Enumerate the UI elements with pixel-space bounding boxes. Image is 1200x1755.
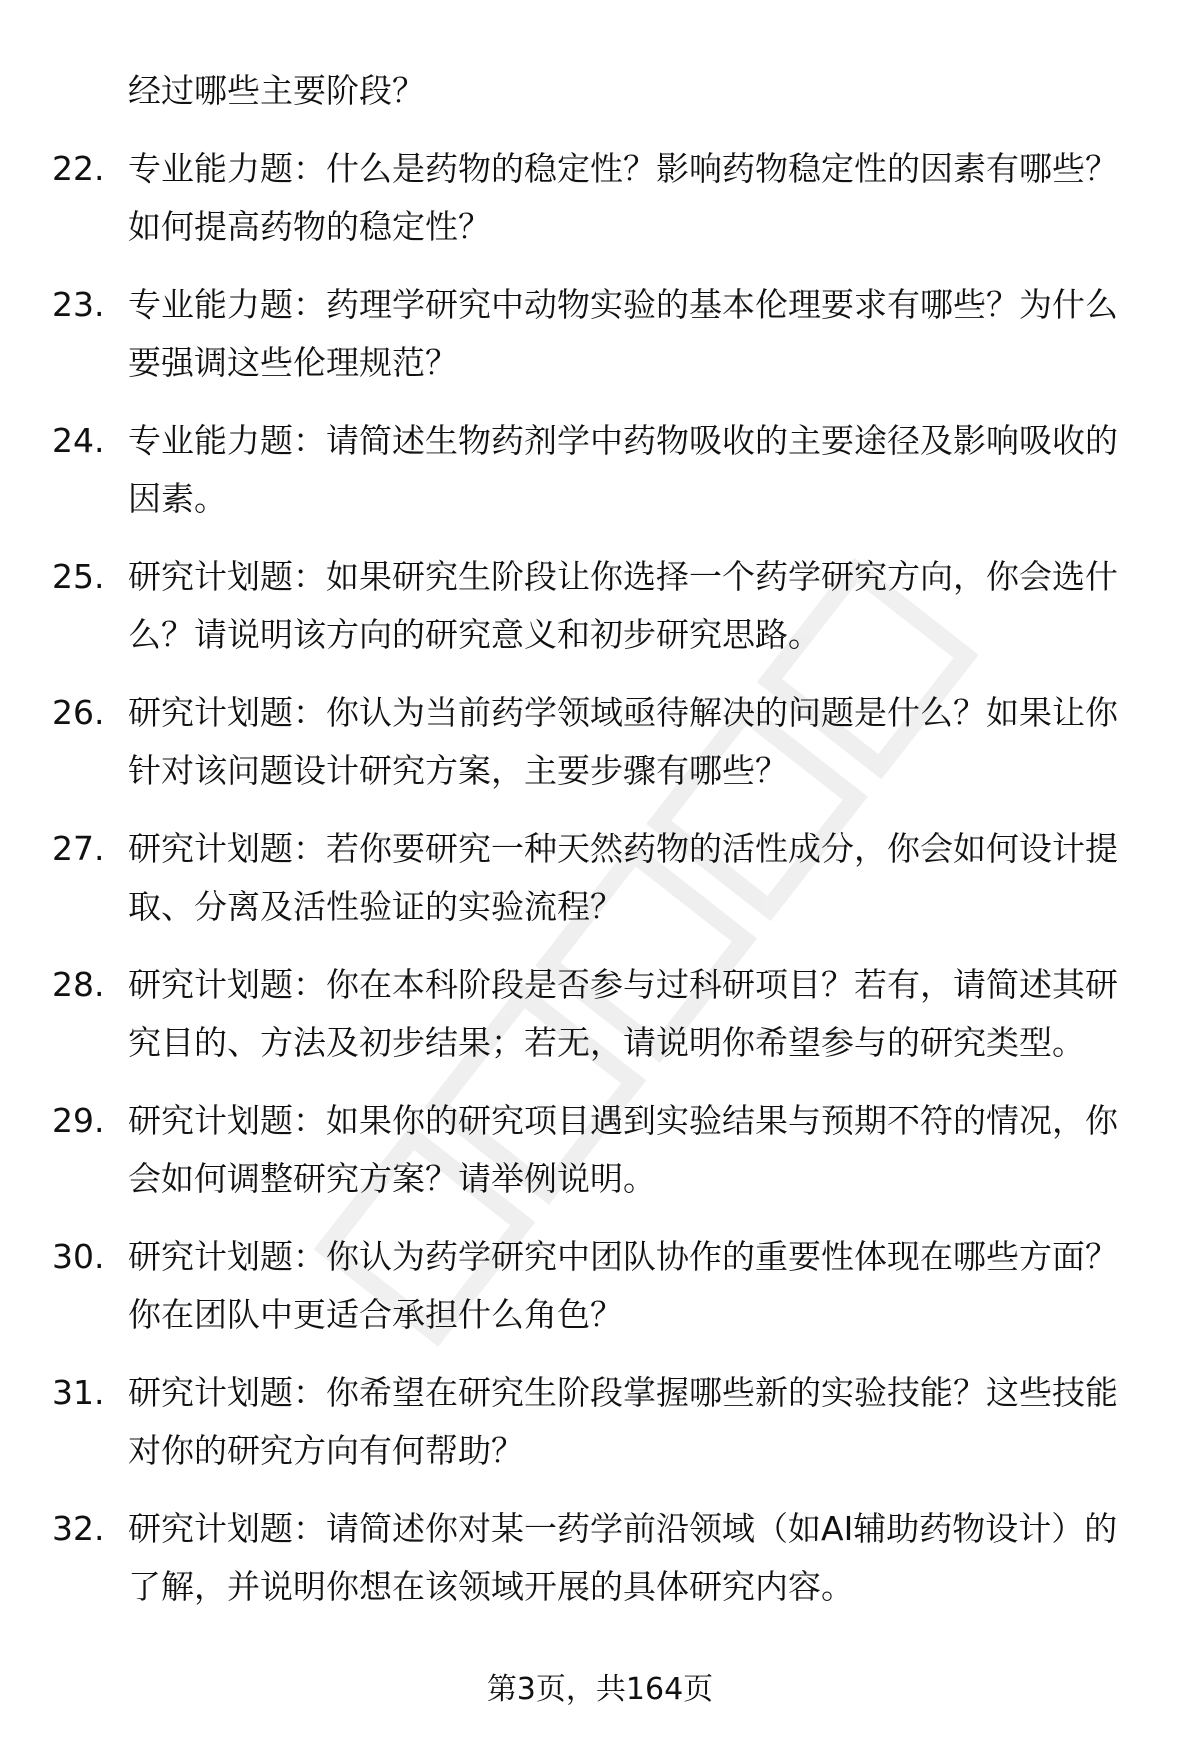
question-number: 29. xyxy=(52,1101,105,1140)
question-text: 专业能力题：请简述生物药剂学中药物吸收的主要途径及影响吸收的因素。 xyxy=(128,421,1118,518)
question-text: 研究计划题：如果研究生阶段让你选择一个药学研究方向，你会选什么？请说明该方向的研究意义和初步研究思路。 xyxy=(128,557,1118,654)
question-text: 研究计划题：你认为药学研究中团队协作的重要性体现在哪些方面？你在团队中更适合承担什么角色？ xyxy=(128,1237,1118,1334)
question-number: 22. xyxy=(52,149,105,188)
list-item xyxy=(0,1500,1138,1616)
list-item xyxy=(0,684,1138,800)
question-text: 研究计划题：如果你的研究项目遇到实验结果与预期不符的情况，你会如何调整研究方案？请举例说明。 xyxy=(128,1101,1118,1198)
question-number: 28. xyxy=(52,965,105,1004)
question-number: 24. xyxy=(52,421,105,460)
list-item xyxy=(0,412,1138,528)
question-list xyxy=(0,140,1200,1616)
question-number: 25. xyxy=(52,557,105,596)
question-text: 研究计划题：你认为当前药学领域亟待解决的问题是什么？如果让你针对该问题设计研究方案，主要步骤有哪些？ xyxy=(128,693,1118,790)
question-number: 26. xyxy=(52,693,105,732)
question-text: 专业能力题：药理学研究中动物实验的基本伦理要求有哪些？为什么要强调这些伦理规范？ xyxy=(128,285,1118,382)
question-number: 31. xyxy=(52,1373,105,1412)
question-number: 23. xyxy=(52,285,105,324)
question-text: 专业能力题：什么是药物的稳定性？影响药物稳定性的因素有哪些？如何提高药物的稳定性？ xyxy=(128,149,1118,246)
question-text: 研究计划题：你希望在研究生阶段掌握哪些新的实验技能？这些技能对你的研究方向有何帮助？ xyxy=(128,1373,1118,1470)
question-text: 研究计划题：请简述你对某一药学前沿领域（如AI辅助药物设计）的了解，并说明你想在该领域开展的具体研究内容。 xyxy=(128,1509,1118,1606)
list-item xyxy=(0,1092,1138,1208)
question-number: 32. xyxy=(52,1509,105,1548)
question-number: 30. xyxy=(52,1237,105,1276)
list-item xyxy=(0,820,1138,936)
question-text: 研究计划题：你在本科阶段是否参与过科研项目？若有，请简述其研究目的、方法及初步结果；若无，请说明你希望参与的研究类型。 xyxy=(128,965,1118,1062)
page-footer: 第3页，共164页 xyxy=(486,1672,714,1707)
list-item xyxy=(0,548,1138,664)
list-item xyxy=(0,1228,1138,1344)
list-item xyxy=(0,140,1138,256)
question-number: 27. xyxy=(52,829,105,868)
continuation-text: 经过哪些主要阶段？ xyxy=(128,71,425,110)
list-item xyxy=(0,276,1138,392)
list-item xyxy=(0,1364,1138,1480)
question-text: 研究计划题：若你要研究一种天然药物的活性成分，你会如何设计提取、分离及活性验证的实验流程？ xyxy=(128,829,1118,926)
list-item xyxy=(0,956,1138,1072)
